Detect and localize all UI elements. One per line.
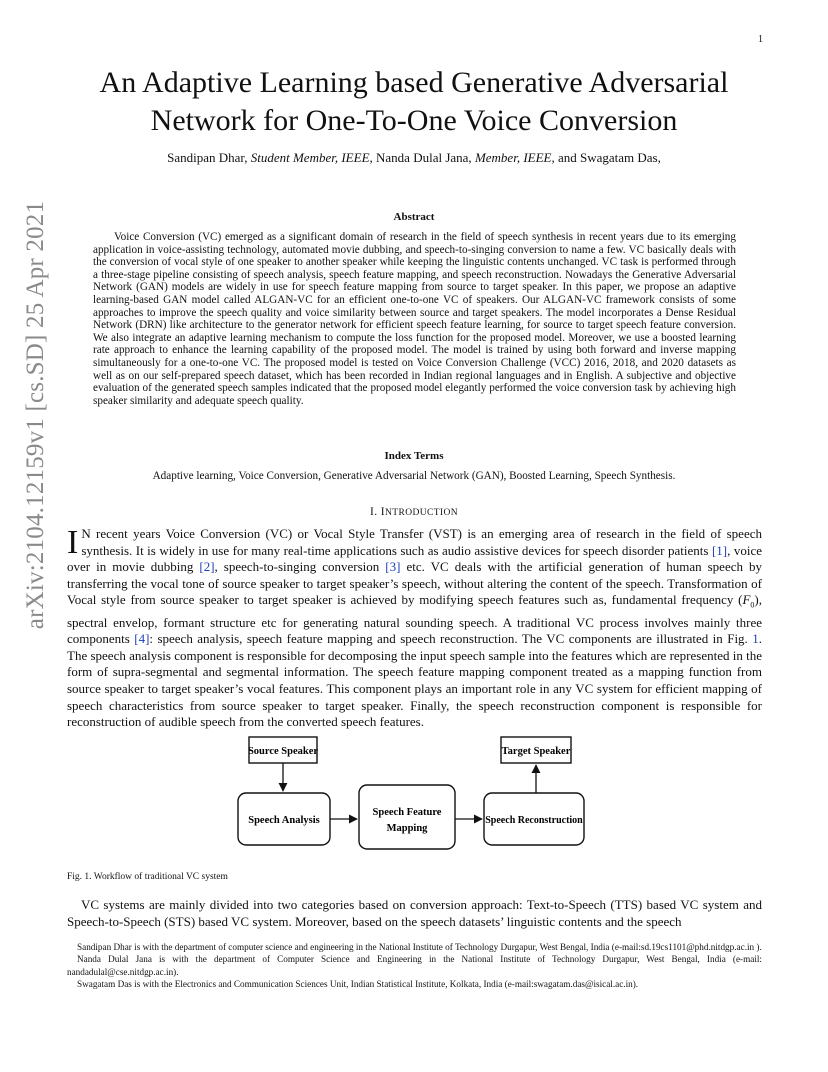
author-2: Nanda Dulal Jana, bbox=[376, 150, 472, 165]
abstract-text: Voice Conversion (VC) emerged as a significant domain of research in the field of speech synthesis in recent years due to its emerging application in voice-assisting technology, automated movie dubbing, and speech-to-singing conversion to name a few. VC basically deals with the conversion of vocal style of one speaker to another speaker while keeping the linguistic contents unchanged. VC task is performed through a three-stage pipeline consisting of speech analysis, speech feature mapping, and speech reconstruction. Nowadays the Generative Adversarial Network (GAN) models are widely in use for speech feature mapping from source to target speaker. In this paper, we propose an adaptive learning-based GAN model called ALGAN-VC for an efficient one-to-one VC of speakers. Our ALGAN-VC framework consists of some approaches to improve the speech quality and voice similarity between source and target speakers. The model incorporates a Dense Residual Network (DRN) like architecture to the generator network for efficient speech feature learning, for source to target speech feature conversion. We also integrate an adaptive learning mechanism to compute the loss function for the proposed model. Moreover, we use a boosted learning rate approach to enhance the learning capability of the proposed model. The model is trained by using both forward and inverse mapping simultaneously for a one-to-one VC. The proposed model is tested on Voice Conversion Challenge (VCC) 2016, 2018, and 2020 datasets as well as on our self-prepared speech dataset, which has been recorded in Indian regional languages and in English. A subjective and objective evaluation of the generated speech samples indicated that the proposed model elegantly performed the voice conversion task by achieving high speaker similarity and adequate speech quality. bbox=[93, 231, 736, 407]
drop-cap: I bbox=[67, 524, 79, 561]
citation-link-3[interactable]: [3] bbox=[385, 559, 401, 575]
workflow-diagram bbox=[228, 728, 608, 868]
title-line-1: An Adaptive Learning based Generative Adversarial bbox=[99, 66, 729, 99]
intro-text: , speech-to-singing conversion bbox=[214, 559, 386, 575]
figure-1-caption: Fig. 1. Workflow of traditional VC system bbox=[67, 872, 228, 882]
intro-text: ), spectral envelop, formant structure etc for generating natural sounding speech. A traditional VC process involves mainly three components bbox=[67, 592, 762, 647]
speech-analysis-label: Speech Analysis bbox=[248, 815, 320, 826]
section-title-rest: NTRODUCTION bbox=[385, 508, 459, 518]
intro-text: etc. VC deals with the artificial generation of human speech by transferring the vocal tone of source speaker to target speaker’s speech, without altering the content of the speech. Transformation of Vocal style from source speaker to target speaker is achieved by modifying speech features such as, fundamental frequency ( bbox=[67, 559, 762, 608]
title-line-2: Network for One-To-One Voice Conversion bbox=[150, 104, 678, 137]
paper-title bbox=[40, 64, 788, 140]
page-number: 1 bbox=[758, 34, 763, 45]
target-speaker-label: Target Speaker bbox=[501, 746, 571, 757]
intro-text: . The speech analysis component is responsible for decomposing the input speech sample into the features which are represented in the form of supra-segmental and segmental information. The speech feature mapping component treated as a mapping function from source speaker to target speaker’s vocal features. This component plays an important role in any VC system for efficient mapping of speech characteristics from source speaker to target speaker. Finally, the speech reconstruction component is responsible for reconstruction of audible speech from the converted speech features. bbox=[67, 631, 762, 730]
footnote-3: Swagatam Das is with the Electronics and Communication Sciences Unit, Indian Statistical Institute, Kolkata, India (e-mail:swagatam.das@isical.ac.in). bbox=[77, 979, 639, 990]
intro-text: N recent years Voice Conversion (VC) or Vocal Style Transfer (VST) is an emerging area of research in the field of speech synthesis. It is widely in use for many real-time applications such as audio assistive devices for speech disorder patients bbox=[81, 526, 762, 558]
author-3: and Swagatam Das, bbox=[557, 150, 661, 165]
section-title-first-letter: I bbox=[380, 506, 385, 518]
author-1-role: Student Member, IEEE, bbox=[250, 150, 373, 165]
author-1: Sandipan Dhar, bbox=[167, 150, 248, 165]
intro-text: , voice over in movie dubbing bbox=[67, 542, 763, 575]
feature-mapping-label-line-1: Speech Feature bbox=[372, 807, 442, 818]
index-terms-heading: Index Terms bbox=[384, 450, 444, 462]
footnote-1: Sandipan Dhar is with the department of computer science and engineering in the National Institute of Technology Durgapur, West Bengal, India (e-mail:sd.19cs1101@phd.nitdgp.ac.in ). bbox=[77, 942, 762, 952]
citation-link-2[interactable]: [2] bbox=[199, 559, 215, 575]
citation-link-4[interactable]: [4] bbox=[134, 631, 150, 647]
source-speaker-label: Source Speaker bbox=[247, 746, 319, 757]
abstract-heading: Abstract bbox=[393, 211, 435, 223]
footnote-2: Nanda Dulal Jana is with the department of Computer Science and Engineering in the National Institute of Technology Durgapur, West Bengal, India (e-mail: nandadulal@cse.nitdgp.ac.in). bbox=[67, 954, 762, 977]
author-list bbox=[40, 150, 788, 166]
section-heading bbox=[40, 506, 788, 518]
introduction-paragraph bbox=[67, 526, 762, 731]
index-terms-text: Adaptive learning, Voice Conversion, Generative Adversarial Network (GAN), Boosted Learning, Speech Synthesis. bbox=[152, 470, 676, 482]
author-2-role: Member, IEEE, bbox=[474, 150, 555, 165]
f0-subscript: 0 bbox=[750, 600, 755, 610]
arxiv-stamp-text: arXiv:2104.12159v1 [cs.SD] 25 Apr 2021 bbox=[22, 200, 49, 630]
figure-link-1[interactable]: 1 bbox=[752, 631, 759, 647]
figure-1-diagram bbox=[228, 728, 608, 868]
feature-mapping-label-line-2: Mapping bbox=[386, 823, 428, 834]
author-footnotes bbox=[67, 941, 762, 991]
speech-reconstruction-label: Speech Reconstruction bbox=[485, 815, 583, 826]
f0-symbol: F bbox=[742, 592, 751, 608]
section-numeral: I. bbox=[369, 506, 378, 518]
body-paragraph-2: VC systems are mainly divided into two categories based on conversion approach: Text-to-Speech (TTS) based VC system and Speech-to-Speech (STS) based VC system. Moreover, based on the speech datasets’ linguistic contents and the speech bbox=[67, 897, 762, 929]
citation-link-1[interactable]: [1] bbox=[711, 542, 728, 558]
intro-text: : speech analysis, speech feature mapping and speech reconstruction. The VC components are illustrated in Fig. bbox=[149, 631, 753, 647]
